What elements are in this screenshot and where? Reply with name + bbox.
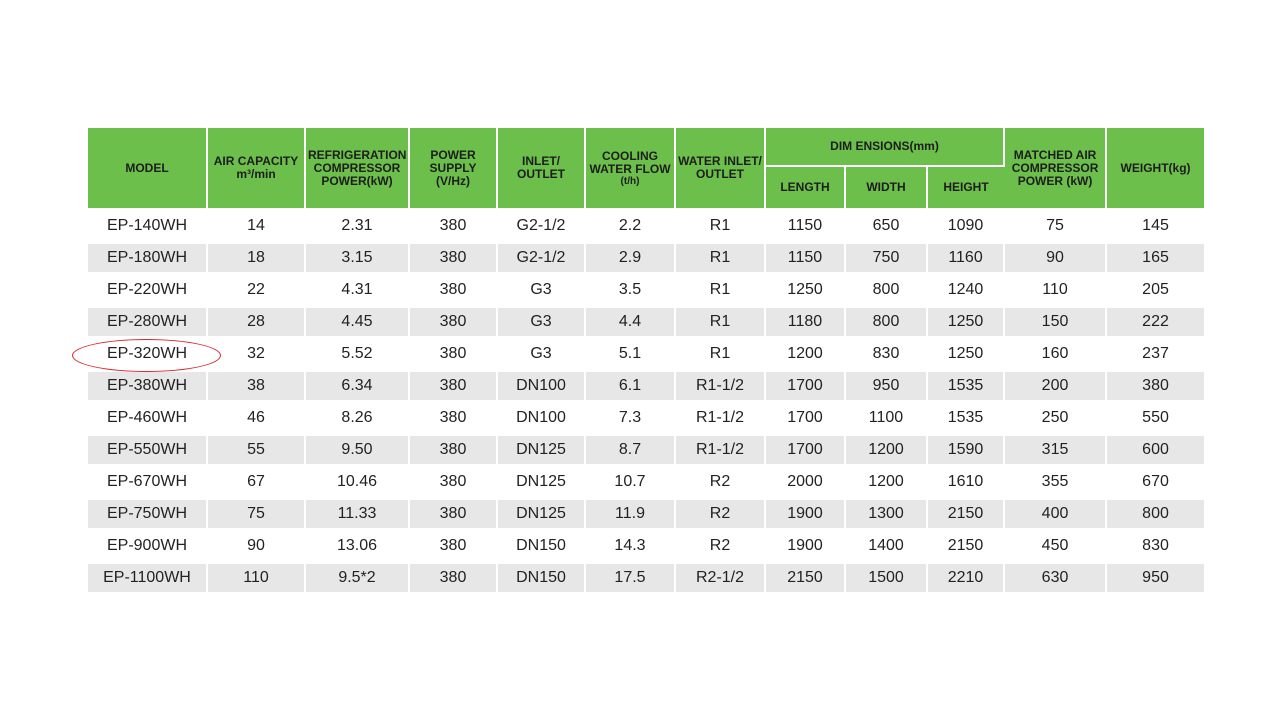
table-row (88, 242, 1204, 274)
cell-length: 1200 (765, 338, 845, 370)
cell-water-inlet-outlet: R1 (675, 338, 765, 370)
cell-air-capacity: 46 (207, 402, 305, 434)
cell-refrigeration-power: 8.26 (305, 402, 409, 434)
cell-cooling-water-flow: 8.7 (585, 434, 675, 466)
cell-matched-compressor-power: 110 (1004, 274, 1106, 306)
cell-weight: 950 (1106, 562, 1204, 592)
table-row (88, 274, 1204, 306)
table-row (88, 434, 1204, 466)
cell-matched-compressor-power: 200 (1004, 370, 1106, 402)
cell-width: 1500 (845, 562, 927, 592)
power-supply-unit: (V/Hz) (436, 173, 470, 188)
cell-matched-compressor-power: 630 (1004, 562, 1106, 592)
table-body (88, 210, 1204, 592)
cell-inlet-outlet: G3 (497, 338, 585, 370)
cell-width: 800 (845, 274, 927, 306)
cell-model: EP-280WH (88, 306, 207, 338)
cell-inlet-outlet: G3 (497, 306, 585, 338)
cell-length: 1700 (765, 434, 845, 466)
cell-height: 1535 (927, 370, 1004, 402)
cell-width: 1100 (845, 402, 927, 434)
cell-cooling-water-flow: 11.9 (585, 498, 675, 530)
cell-refrigeration-power: 9.50 (305, 434, 409, 466)
cell-matched-compressor-power: 75 (1004, 210, 1106, 242)
cell-height: 1250 (927, 338, 1004, 370)
cell-power-supply: 380 (409, 306, 497, 338)
cell-cooling-water-flow: 2.9 (585, 242, 675, 274)
cell-inlet-outlet: DN100 (497, 370, 585, 402)
cell-length: 2150 (765, 562, 845, 592)
col-header-dimensions: DIM ENSIONS(mm) (765, 128, 1004, 166)
cell-model: EP-900WH (88, 530, 207, 562)
cell-air-capacity: 22 (207, 274, 305, 306)
cell-water-inlet-outlet: R1 (675, 306, 765, 338)
cell-inlet-outlet: DN150 (497, 530, 585, 562)
cell-inlet-outlet: DN125 (497, 498, 585, 530)
spec-table-container (88, 128, 1204, 592)
col-header-model: MODEL (88, 128, 207, 210)
cell-weight: 830 (1106, 530, 1204, 562)
cell-water-inlet-outlet: R1-1/2 (675, 402, 765, 434)
cell-length: 1150 (765, 210, 845, 242)
air-capacity-unit: m³/min (236, 167, 276, 181)
cell-model: EP-550WH (88, 434, 207, 466)
cooling-water-flow-unit: (t/h) (620, 175, 640, 187)
cell-height: 1590 (927, 434, 1004, 466)
cell-width: 1300 (845, 498, 927, 530)
table-row (88, 466, 1204, 498)
cell-water-inlet-outlet: R2 (675, 530, 765, 562)
table-row (88, 402, 1204, 434)
table-row (88, 210, 1204, 242)
cell-matched-compressor-power: 160 (1004, 338, 1106, 370)
cell-weight: 222 (1106, 306, 1204, 338)
cell-refrigeration-power: 11.33 (305, 498, 409, 530)
cell-width: 830 (845, 338, 927, 370)
cell-weight: 145 (1106, 210, 1204, 242)
cell-air-capacity: 90 (207, 530, 305, 562)
cell-matched-compressor-power: 450 (1004, 530, 1106, 562)
cell-water-inlet-outlet: R2-1/2 (675, 562, 765, 592)
cell-weight: 165 (1106, 242, 1204, 274)
cell-air-capacity: 55 (207, 434, 305, 466)
table-row (88, 530, 1204, 562)
table-row (88, 306, 1204, 338)
cell-height: 1090 (927, 210, 1004, 242)
cell-inlet-outlet: DN150 (497, 562, 585, 592)
cell-cooling-water-flow: 2.2 (585, 210, 675, 242)
cell-inlet-outlet: G2-1/2 (497, 210, 585, 242)
cell-cooling-water-flow: 17.5 (585, 562, 675, 592)
cell-air-capacity: 18 (207, 242, 305, 274)
cell-refrigeration-power: 6.34 (305, 370, 409, 402)
cell-air-capacity: 14 (207, 210, 305, 242)
cell-model: EP-320WH (88, 338, 207, 370)
cell-model: EP-670WH (88, 466, 207, 498)
cell-power-supply: 380 (409, 210, 497, 242)
col-header-water-inlet-outlet: WATER INLET/ OUTLET (675, 128, 765, 210)
cell-length: 1250 (765, 274, 845, 306)
cell-power-supply: 380 (409, 370, 497, 402)
cell-length: 1900 (765, 530, 845, 562)
cell-power-supply: 380 (409, 530, 497, 562)
cell-power-supply: 380 (409, 274, 497, 306)
cell-length: 1900 (765, 498, 845, 530)
cell-water-inlet-outlet: R1 (675, 274, 765, 306)
col-header-power-supply: POWER SUPPLY (V/Hz) (409, 128, 497, 210)
cell-length: 1700 (765, 402, 845, 434)
cell-matched-compressor-power: 250 (1004, 402, 1106, 434)
cell-cooling-water-flow: 4.4 (585, 306, 675, 338)
cell-power-supply: 380 (409, 434, 497, 466)
table-header (88, 128, 1204, 210)
cell-width: 1200 (845, 434, 927, 466)
cell-length: 1150 (765, 242, 845, 274)
cell-width: 1200 (845, 466, 927, 498)
cell-matched-compressor-power: 400 (1004, 498, 1106, 530)
cell-water-inlet-outlet: R1-1/2 (675, 434, 765, 466)
cell-model: EP-140WH (88, 210, 207, 242)
cell-power-supply: 380 (409, 242, 497, 274)
cell-power-supply: 380 (409, 402, 497, 434)
cell-water-inlet-outlet: R2 (675, 466, 765, 498)
cell-refrigeration-power: 5.52 (305, 338, 409, 370)
cell-air-capacity: 28 (207, 306, 305, 338)
cell-water-inlet-outlet: R1 (675, 242, 765, 274)
cell-water-inlet-outlet: R1 (675, 210, 765, 242)
cell-height: 1240 (927, 274, 1004, 306)
table-row (88, 498, 1204, 530)
cell-model: EP-220WH (88, 274, 207, 306)
cell-cooling-water-flow: 7.3 (585, 402, 675, 434)
cell-width: 650 (845, 210, 927, 242)
cell-refrigeration-power: 10.46 (305, 466, 409, 498)
cell-weight: 800 (1106, 498, 1204, 530)
col-header-inlet-outlet: INLET/ OUTLET (497, 128, 585, 210)
cell-length: 1180 (765, 306, 845, 338)
cell-air-capacity: 32 (207, 338, 305, 370)
cell-water-inlet-outlet: R1-1/2 (675, 370, 765, 402)
cell-matched-compressor-power: 355 (1004, 466, 1106, 498)
table-row (88, 562, 1204, 592)
cell-weight: 600 (1106, 434, 1204, 466)
cell-height: 1250 (927, 306, 1004, 338)
cell-cooling-water-flow: 14.3 (585, 530, 675, 562)
cell-width: 950 (845, 370, 927, 402)
cell-power-supply: 380 (409, 338, 497, 370)
cell-refrigeration-power: 2.31 (305, 210, 409, 242)
cell-weight: 550 (1106, 402, 1204, 434)
cell-inlet-outlet: DN125 (497, 434, 585, 466)
cell-water-inlet-outlet: R2 (675, 498, 765, 530)
cell-height: 1160 (927, 242, 1004, 274)
cell-refrigeration-power: 9.5*2 (305, 562, 409, 592)
cell-air-capacity: 38 (207, 370, 305, 402)
cell-model: EP-180WH (88, 242, 207, 274)
cell-air-capacity: 110 (207, 562, 305, 592)
cell-matched-compressor-power: 315 (1004, 434, 1106, 466)
cell-model: EP-1100WH (88, 562, 207, 592)
cell-height: 2150 (927, 530, 1004, 562)
cell-height: 2150 (927, 498, 1004, 530)
cell-cooling-water-flow: 10.7 (585, 466, 675, 498)
cell-air-capacity: 67 (207, 466, 305, 498)
table-row (88, 338, 1204, 370)
cell-power-supply: 380 (409, 466, 497, 498)
cell-weight: 205 (1106, 274, 1204, 306)
cell-inlet-outlet: G3 (497, 274, 585, 306)
cell-weight: 380 (1106, 370, 1204, 402)
cell-air-capacity: 75 (207, 498, 305, 530)
cell-cooling-water-flow: 3.5 (585, 274, 675, 306)
col-header-matched-compressor-power: MATCHED AIR COMPRESSOR POWER (kW) (1004, 128, 1106, 210)
col-header-height: HEIGHT (927, 166, 1004, 210)
cell-refrigeration-power: 4.31 (305, 274, 409, 306)
cell-inlet-outlet: DN125 (497, 466, 585, 498)
cell-width: 750 (845, 242, 927, 274)
cell-width: 1400 (845, 530, 927, 562)
col-header-width: WIDTH (845, 166, 927, 210)
cell-matched-compressor-power: 150 (1004, 306, 1106, 338)
cell-inlet-outlet: DN100 (497, 402, 585, 434)
cell-model: EP-750WH (88, 498, 207, 530)
cell-inlet-outlet: G2-1/2 (497, 242, 585, 274)
cell-length: 2000 (765, 466, 845, 498)
cell-height: 2210 (927, 562, 1004, 592)
cell-refrigeration-power: 13.06 (305, 530, 409, 562)
cell-model: EP-380WH (88, 370, 207, 402)
col-header-length: LENGTH (765, 166, 845, 210)
cell-weight: 670 (1106, 466, 1204, 498)
col-header-air-capacity: AIR CAPACITY m³/min (207, 128, 305, 210)
cell-power-supply: 380 (409, 562, 497, 592)
cell-matched-compressor-power: 90 (1004, 242, 1106, 274)
cell-length: 1700 (765, 370, 845, 402)
cell-cooling-water-flow: 5.1 (585, 338, 675, 370)
cell-width: 800 (845, 306, 927, 338)
col-header-weight: WEIGHT(kg) (1106, 128, 1204, 210)
cell-power-supply: 380 (409, 498, 497, 530)
cell-weight: 237 (1106, 338, 1204, 370)
spec-table (88, 128, 1204, 592)
cell-model: EP-460WH (88, 402, 207, 434)
cell-height: 1610 (927, 466, 1004, 498)
cell-height: 1535 (927, 402, 1004, 434)
cell-refrigeration-power: 4.45 (305, 306, 409, 338)
table-row (88, 370, 1204, 402)
cell-cooling-water-flow: 6.1 (585, 370, 675, 402)
cell-refrigeration-power: 3.15 (305, 242, 409, 274)
col-header-cooling-water-flow: COOLING WATER FLOW (t/h) (585, 128, 675, 210)
col-header-refrigeration-power: REFRIGERATION COMPRESSOR POWER(kW) (305, 128, 409, 210)
